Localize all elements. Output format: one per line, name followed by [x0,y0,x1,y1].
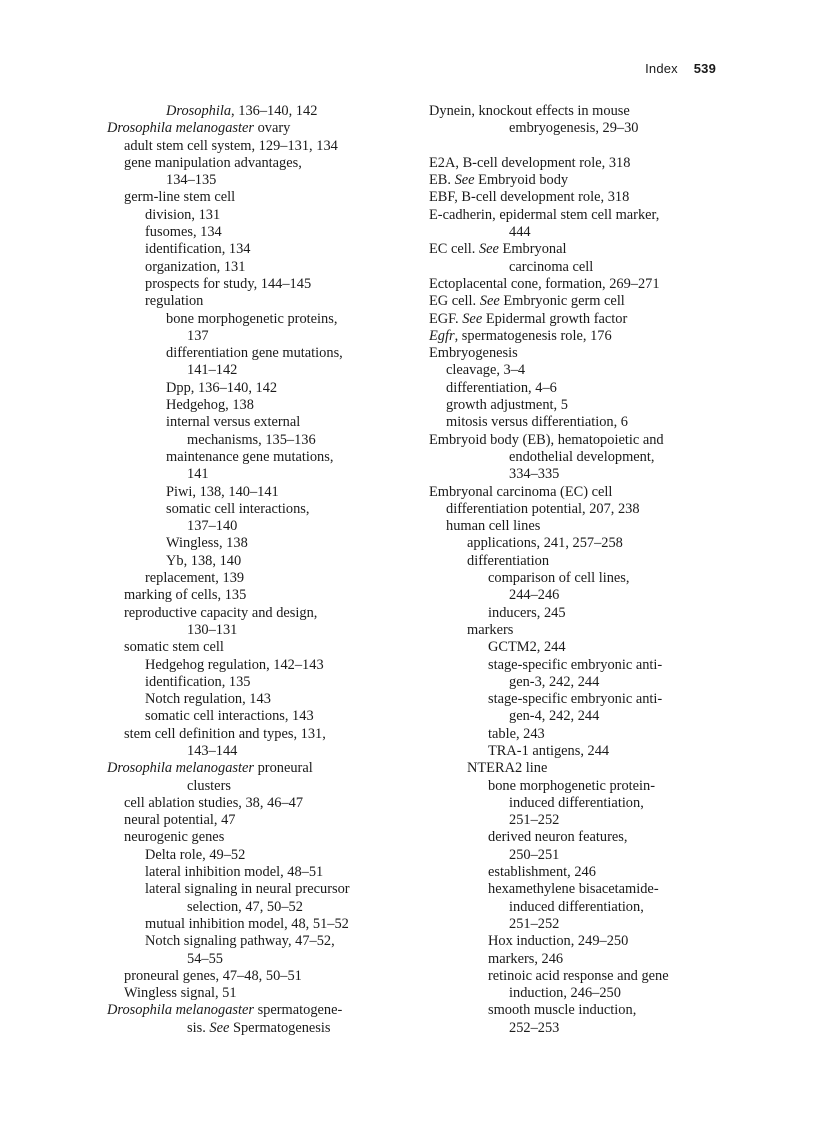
index-entry [107,155,407,172]
index-text-italic: Drosophila melanogaster [107,1002,254,1019]
index-text: stage-specific embryonic anti- [488,691,663,708]
index-entry [107,587,407,604]
index-entry [429,380,729,397]
index-entry [429,155,729,172]
index-text: EB. [429,172,455,189]
index-text: Notch regulation, 143 [145,691,271,708]
index-entry [107,172,407,189]
index-entry [429,743,729,760]
index-text: differentiation gene mutations, [166,345,343,362]
index-text: identification, 134 [145,241,251,258]
index-text: internal versus external [166,414,301,431]
index-entry [107,726,407,743]
index-entry [429,760,729,777]
index-text: , spermatogenesis role, 176 [454,327,612,344]
index-entry [107,1002,407,1019]
index-text: gene manipulation advantages, [124,154,302,171]
index-entry [107,345,407,362]
index-text: 251–252 [509,812,560,829]
index-text: 137–140 [187,518,238,535]
index-text: organization, 131 [145,258,246,275]
index-entry [107,864,407,881]
index-entry [107,899,407,916]
index-entry [429,899,729,916]
index-entry [429,103,729,120]
index-text: E-cadherin, epidermal stem cell marker, [429,206,660,223]
index-text: TRA-1 antigens, 244 [488,742,610,759]
index-text: somatic cell interactions, 143 [145,708,314,725]
index-text: cleavage, 3–4 [446,362,526,379]
index-text: maintenance gene mutations, [166,448,334,465]
index-text: growth adjustment, 5 [446,397,568,414]
index-entry [429,276,729,293]
index-text: smooth muscle induction, [488,1002,637,1019]
index-text: Hedgehog, 138 [166,397,254,414]
index-entry [107,535,407,552]
index-column-right [429,103,729,1037]
index-text-italic: See [479,293,500,310]
index-entry [429,449,729,466]
index-text: applications, 241, 257–258 [467,535,623,552]
index-entry [107,968,407,985]
index-entry [429,847,729,864]
index-entry [107,553,407,570]
index-entry [429,726,729,743]
index-entry [107,103,407,120]
index-entry [107,432,407,449]
index-entry [107,812,407,829]
index-text: Embryonal [498,241,567,258]
index-entry [429,657,729,674]
index-entry [429,293,729,310]
index-text: fusomes, 134 [145,224,222,241]
index-text: Dpp, 136–140, 142 [166,379,278,396]
index-entry [429,795,729,812]
index-text: 134–135 [166,172,217,189]
index-text: identification, 135 [145,673,251,690]
index-text: EGF. [429,310,463,327]
index-text: NTERA2 line [467,760,548,777]
index-text: selection, 47, 50–52 [187,898,303,915]
index-text: human cell lines [446,518,541,535]
index-entry [107,691,407,708]
index-text: Hedgehog regulation, 142–143 [145,656,324,673]
index-text: 137 [187,327,209,344]
index-text: comparison of cell lines, [488,570,630,587]
index-text: bone morphogenetic proteins, [166,310,338,327]
index-text: Embryonic germ cell [499,293,625,310]
index-entry [429,345,729,362]
index-text: regulation [145,293,204,310]
index-entry [429,172,729,189]
index-text: neurogenic genes [124,829,225,846]
index-text: stage-specific embryonic anti- [488,656,663,673]
index-entry [429,535,729,552]
index-text: EC cell. [429,241,479,258]
index-entry [429,985,729,1002]
index-text: 244–246 [509,587,560,604]
index-text: E2A, B-cell development role, 318 [429,154,631,171]
index-text: , 136–140, 142 [231,103,318,119]
index-text: 250–251 [509,846,560,863]
index-spacer [429,138,729,155]
index-text: adult stem cell system, 129–131, 134 [124,137,338,154]
running-head-label: Index [645,61,678,76]
index-entry [429,362,729,379]
index-text: mutual inhibition model, 48, 51–52 [145,915,349,932]
index-text-italic: See [478,241,499,258]
index-entry [107,674,407,691]
index-text: bone morphogenetic protein- [488,777,656,794]
index-entry [429,259,729,276]
index-text: Piwi, 138, 140–141 [166,483,279,500]
index-text: 54–55 [187,950,223,967]
index-text: markers, 246 [488,950,564,967]
index-entry [107,484,407,501]
index-text: gen-3, 242, 244 [509,673,600,690]
index-entry [107,951,407,968]
index-text-italic: See [462,310,483,327]
index-text: induction, 246–250 [509,985,621,1002]
index-text: 130–131 [187,621,238,638]
index-entry [429,812,729,829]
index-text: proneural genes, 47–48, 50–51 [124,967,302,984]
index-text: induced differentiation, [509,794,644,811]
index-text: endothelial development, [509,448,655,465]
index-text-italic: Drosophila [166,103,232,119]
index-text: lateral inhibition model, 48–51 [145,864,324,881]
index-entry [429,553,729,570]
index-text: somatic cell interactions, [166,500,310,517]
index-text: 141 [187,466,209,483]
index-text: reproductive capacity and design, [124,604,318,621]
index-text: Epidermal growth factor [482,310,628,327]
index-text: 141–142 [187,362,238,379]
index-text: differentiation [467,552,550,569]
index-entry [429,674,729,691]
index-entry [429,933,729,950]
index-text: induced differentiation, [509,898,644,915]
index-text: carcinoma cell [509,258,594,275]
index-text: markers [467,621,514,638]
index-entry [107,138,407,155]
index-column-left [107,103,407,1037]
index-entry [429,587,729,604]
index-text: replacement, 139 [145,570,245,587]
index-entry [107,916,407,933]
index-entry [429,968,729,985]
index-text: neural potential, 47 [124,812,236,829]
index-text: spermatogene- [253,1002,343,1019]
index-entry [107,881,407,898]
index-text: retinoic acid response and gene [488,967,669,984]
index-text: establishment, 246 [488,864,596,881]
index-entry [429,466,729,483]
index-text: division, 131 [145,206,221,223]
index-entry [429,224,729,241]
index-entry [429,120,729,137]
index-entry [107,397,407,414]
page-number: 539 [693,61,716,76]
index-text: Wingless signal, 51 [124,985,237,1002]
index-text: ovary [253,120,291,137]
index-entry [429,829,729,846]
index-text-italic: Drosophila melanogaster [107,760,254,777]
index-entry [107,120,407,137]
index-entry [429,881,729,898]
index-entry [107,362,407,379]
index-text: Embryonal carcinoma (EC) cell [429,483,613,500]
index-entry [107,847,407,864]
index-entry [429,605,729,622]
index-text: stem cell definition and types, 131, [124,725,326,742]
index-text: Delta role, 49–52 [145,846,246,863]
index-entry [107,933,407,950]
running-head [645,61,716,76]
index-entry [107,1020,407,1037]
index-entry [429,916,729,933]
index-text: differentiation potential, 207, 238 [446,500,640,517]
index-text: germ-line stem cell [124,189,236,206]
index-text: 444 [509,224,531,241]
index-entry [107,622,407,639]
index-entry [107,293,407,310]
index-text: lateral signaling in neural precursor [145,881,350,898]
index-entry [107,570,407,587]
index-text: cell ablation studies, 38, 46–47 [124,794,304,811]
index-entry [107,778,407,795]
index-entry [107,449,407,466]
index-entry [429,639,729,656]
index-entry [429,622,729,639]
index-entry [429,864,729,881]
index-entry [429,311,729,328]
index-entry [429,484,729,501]
index-entry [107,224,407,241]
index-text: hexamethylene bisacetamide- [488,881,659,898]
index-entry [107,708,407,725]
index-text: GCTM2, 244 [488,639,566,656]
index-entry [429,241,729,258]
index-entry [107,380,407,397]
index-text: Embryogenesis [429,345,518,362]
index-text: proneural [253,760,313,777]
index-text: 251–252 [509,915,560,932]
index-text: clusters [187,777,231,794]
index-text: Embryoid body (EB), hematopoietic and [429,431,664,448]
index-entry [107,760,407,777]
index-entry [429,328,729,345]
index-text: gen-4, 242, 244 [509,708,600,725]
index-entry [429,951,729,968]
index-text: Wingless, 138 [166,535,248,552]
index-entry [429,189,729,206]
index-entry [107,985,407,1002]
index-text: derived neuron features, [488,829,628,846]
index-text: 252–253 [509,1019,560,1036]
index-entry [429,570,729,587]
index-text: Yb, 138, 140 [166,552,242,569]
index-entry [107,657,407,674]
index-text-italic: See [209,1019,230,1036]
index-text: 334–335 [509,466,560,483]
index-entry [107,328,407,345]
index-entry [107,518,407,535]
index-text: EG cell. [429,293,480,310]
index-text: embryogenesis, 29–30 [509,120,639,137]
index-entry [429,432,729,449]
index-entry [107,466,407,483]
index-entry [429,691,729,708]
index-text: 143–144 [187,742,238,759]
index-entry [429,207,729,224]
index-entry [107,795,407,812]
index-text: prospects for study, 144–145 [145,275,312,292]
index-entry [429,1020,729,1037]
index-text: Ectoplacental cone, formation, 269–271 [429,275,660,292]
index-text: somatic stem cell [124,639,224,656]
index-entry [107,311,407,328]
index-entry [107,414,407,431]
index-entry [429,414,729,431]
index-text-italic: See [454,172,475,189]
index-text: Embryoid body [474,172,569,189]
index-text: EBF, B-cell development role, 318 [429,189,630,206]
index-text: Dynein, knockout effects in mouse [429,103,630,119]
index-entry [429,501,729,518]
index-text: differentiation, 4–6 [446,379,557,396]
index-entry [107,259,407,276]
index-entry [107,207,407,224]
index-text-italic: Drosophila melanogaster [107,120,254,137]
index-text: inducers, 245 [488,604,566,621]
index-text: marking of cells, 135 [124,587,247,604]
index-text: Hox induction, 249–250 [488,933,629,950]
index-text: table, 243 [488,725,545,742]
index-entry [107,639,407,656]
index-entry [107,829,407,846]
index-text-italic: Egfr [429,327,455,344]
index-text: mechanisms, 135–136 [187,431,316,448]
index-entry [107,743,407,760]
index-entry [107,501,407,518]
index-text: Spermatogenesis [229,1019,331,1036]
index-entry [107,605,407,622]
index-text: Notch signaling pathway, 47–52, [145,933,335,950]
index-entry [429,397,729,414]
index-entry [107,189,407,206]
index-entry [429,778,729,795]
index-entry [107,241,407,258]
index-entry [429,1002,729,1019]
index-entry [107,276,407,293]
index-entry [429,708,729,725]
index-entry [429,518,729,535]
index-text: mitosis versus differentiation, 6 [446,414,628,431]
index-text: sis. [187,1019,210,1036]
